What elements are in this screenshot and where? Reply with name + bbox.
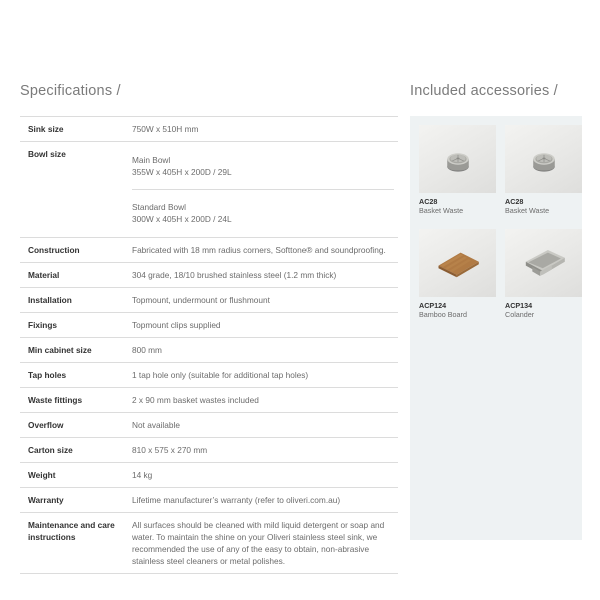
- accessory-name: Basket Waste: [505, 205, 550, 215]
- row-divider: [132, 189, 394, 190]
- accessory-thumbnail: [505, 229, 582, 297]
- spec-label: Weight: [28, 470, 56, 481]
- table-row: [20, 338, 398, 363]
- bamboo-board-icon: [432, 243, 484, 283]
- accessory-code: AC28: [419, 196, 438, 206]
- accessory-thumbnail: [419, 229, 496, 297]
- accessories-section: [410, 84, 582, 540]
- table-row: [20, 438, 398, 463]
- table-row: [20, 413, 398, 438]
- accessory-item[interactable]: [505, 125, 582, 215]
- table-row: [20, 141, 398, 237]
- bowl-main: [132, 148, 394, 184]
- accessory-name: Bamboo Board: [419, 310, 467, 320]
- accessory-thumbnail: [419, 125, 496, 193]
- bowl-standard-dims: 300W x 405H x 200D / 24L: [132, 214, 232, 224]
- accessories-heading: Included accessories /: [410, 83, 558, 99]
- spec-value: Topmount, undermount or flushmount: [132, 295, 270, 306]
- basket-waste-icon: [525, 140, 563, 178]
- bowl-standard: [132, 195, 394, 231]
- accessories-panel: [410, 116, 582, 540]
- accessory-name: Basket Waste: [419, 205, 464, 215]
- accessory-item[interactable]: [419, 125, 496, 215]
- table-row: [20, 363, 398, 388]
- spec-label: Installation: [28, 295, 72, 306]
- table-row: [20, 463, 398, 488]
- accessory-item[interactable]: [505, 229, 582, 319]
- spec-value: 800 mm: [132, 345, 162, 356]
- accessory-thumbnail: [505, 125, 582, 193]
- table-row: [20, 238, 398, 263]
- accessory-item[interactable]: [419, 229, 496, 319]
- accessory-code: ACP134: [505, 301, 533, 311]
- spec-label: Construction: [28, 245, 80, 256]
- spec-label: Warranty: [28, 495, 64, 506]
- spec-label: Bowl size: [28, 148, 66, 159]
- table-row: [20, 313, 398, 338]
- specifications-section: [20, 84, 398, 574]
- spec-label: Sink size: [28, 123, 64, 134]
- spec-label: Fixings: [28, 320, 58, 331]
- spec-value: 14 kg: [132, 470, 153, 481]
- table-row: [20, 116, 398, 141]
- spec-label: Material: [28, 270, 60, 281]
- spec-label: Maintenance and care instructions: [28, 520, 115, 543]
- spec-value: 810 x 575 x 270 mm: [132, 445, 208, 456]
- spec-label: Overflow: [28, 420, 64, 431]
- basket-waste-icon: [439, 140, 477, 178]
- table-row: [20, 488, 398, 513]
- spec-label: Waste fittings: [28, 395, 83, 406]
- spec-label: Min cabinet size: [28, 345, 92, 356]
- bowl-main-title: Main Bowl: [132, 154, 171, 165]
- bowl-standard-title: Standard Bowl: [132, 201, 186, 212]
- table-row: [20, 288, 398, 313]
- spec-value: All surfaces should be cleaned with mild liquid detergent or soap and water. To maintain the shine on your Oliveri stainless steel sink, we recommended the use of any of the easy to obtain, non-abrasive stainless steel cleaners or metal polishes.: [132, 520, 385, 567]
- bowl-main-dims: 355W x 405H x 200D / 29L: [132, 166, 232, 177]
- colander-icon: [518, 242, 570, 284]
- spec-value: Fabricated with 18 mm radius corners, Softtone® and soundproofing.: [132, 245, 386, 256]
- specifications-heading: Specifications /: [20, 83, 121, 99]
- accessory-code: AC28: [505, 196, 524, 206]
- spec-value: Lifetime manufacturer’s warranty (refer to oliveri.com.au): [132, 495, 341, 506]
- table-row: [20, 388, 398, 413]
- spec-value: 304 grade, 18/10 brushed stainless steel (1.2 mm thick): [132, 270, 337, 281]
- spec-value: Topmount clips supplied: [132, 320, 221, 331]
- spec-value: Not available: [132, 420, 180, 431]
- spec-label: Tap holes: [28, 370, 67, 381]
- spec-value-group: [132, 141, 398, 237]
- accessory-name: Colander: [505, 310, 535, 320]
- accessory-code: ACP124: [419, 301, 447, 311]
- table-row: [20, 263, 398, 288]
- spec-value: 2 x 90 mm basket wastes included: [132, 395, 259, 406]
- table-row: [20, 513, 398, 574]
- specifications-table: [20, 116, 398, 574]
- spec-value: 750W x 510H mm: [132, 123, 199, 134]
- spec-value: 1 tap hole only (suitable for additional tap holes): [132, 370, 309, 381]
- spec-label: Carton size: [28, 445, 73, 456]
